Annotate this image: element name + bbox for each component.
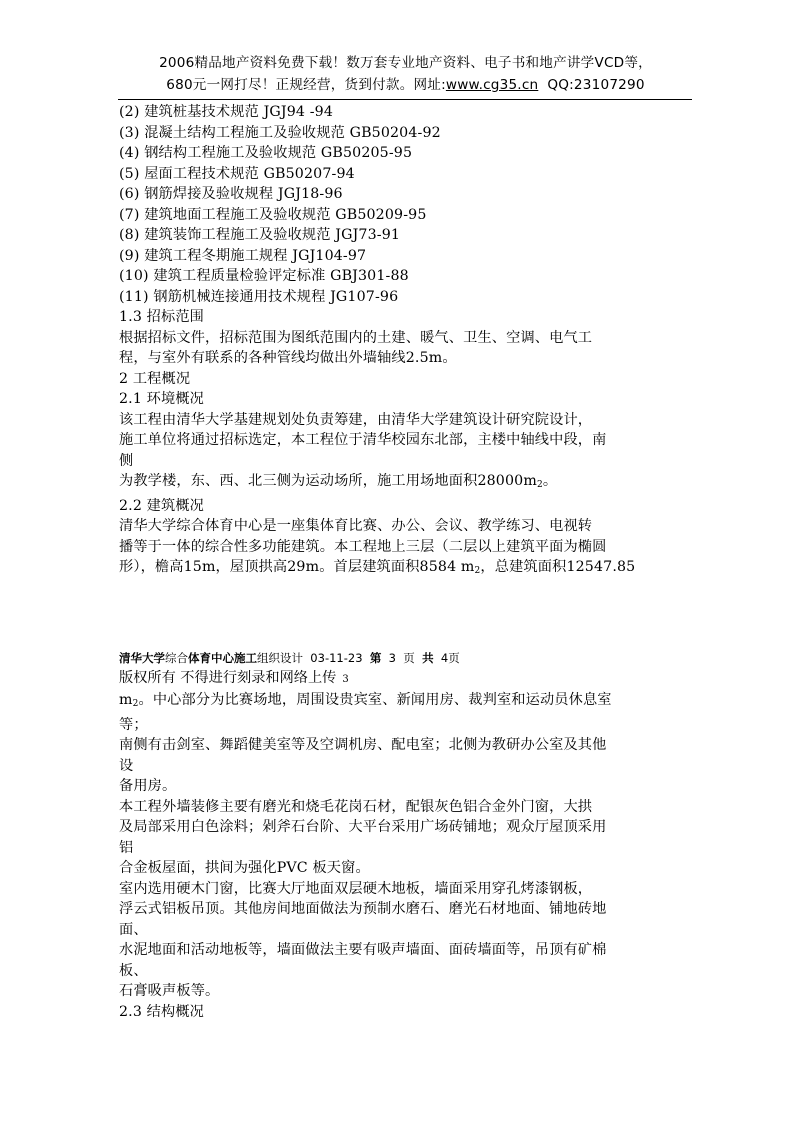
page-body-top	[119, 102, 679, 582]
m2-line-prefix: m	[119, 692, 133, 708]
height-line	[119, 557, 679, 582]
text-line: 根据招标文件，招标范围为图纸范围内的土建、暖气、卫生、空调、电气工	[119, 329, 593, 346]
text-line: 铝	[119, 839, 134, 856]
text-line: 板、	[119, 962, 148, 979]
page-footer	[119, 650, 460, 666]
text-line: 1.3 招标范围	[119, 309, 205, 325]
text-line: 及局部采用白色涂料；剁斧石台阶、大平台采用广场砖铺地；观众厅屋顶采用	[119, 819, 607, 835]
height-line-text: 形），檐高15m，屋顶拱高29m。首层建筑面积8584 m	[119, 559, 475, 575]
footer-part: 共	[422, 651, 434, 665]
text-line: (8) 建筑装饰工程施工及验收规范 JGJ73-91	[119, 227, 401, 243]
footer-part: 第	[369, 651, 382, 665]
footer-part: 组织设计 03-11-23	[257, 651, 370, 665]
section-2-lines	[119, 715, 679, 1023]
text-line: 浮云式铝板吊顶。其他房间地面做法为预制水磨石、磨光石材地面、铺地砖地	[119, 901, 607, 917]
m2-line-sub: 2	[132, 699, 139, 709]
height-line-suffix: ，总建筑面积12547.85	[480, 559, 636, 575]
text-line: (6) 钢筋焊接及验收规程 JGJ18-96	[119, 186, 343, 202]
text-line: 2.2 建筑概况	[119, 497, 205, 514]
text-line: 清华大学综合体育中心是一座集体育比赛、办公、会议、教学练习、电视转	[119, 518, 593, 534]
text-line: 设	[119, 757, 134, 774]
copyright-notice	[119, 668, 349, 690]
text-line: (11) 钢筋机械连接通用技术规程 JG107-96	[119, 288, 399, 305]
m2-line-text: 。中心部分为比赛场地，周围设贵宾室、新闻用房、裁判室和运动员休息室	[138, 692, 612, 708]
area-line-text: 为教学楼，东、西、北三侧为运动场所，施工用场地面积28000m	[119, 473, 537, 489]
footer-part: 综合	[165, 651, 188, 665]
text-line: 侧	[119, 452, 134, 469]
text-line: (10) 建筑工程质量检验评定标准 GBJ301-88	[119, 268, 409, 284]
text-line: (7) 建筑地面工程施工及验收规范 GB50209-95	[119, 206, 427, 223]
header-divider	[118, 99, 692, 100]
header-banner	[118, 52, 693, 96]
text-line: 施工单位将通过招标选定，本工程位于清华校园东北部，主楼中轴线中段，南	[119, 432, 607, 448]
copyright-page-number: 3	[342, 674, 349, 685]
text-line: 合金板屋面，拱间为强化PVC 板天窗。	[119, 860, 370, 876]
website-link[interactable]: www.cg35.cn	[445, 77, 539, 93]
area-line-sub: 2	[536, 480, 543, 490]
text-line: 2.3 结构概况	[119, 1003, 205, 1020]
text-line: 程，与室外有联系的各种管线均做出外墙轴线2.5m。	[119, 350, 457, 366]
text-line: 本工程外墙装修主要有磨光和烧毛花岗石材，配银灰色铝合金外门窗，大拱	[119, 798, 593, 815]
m2-line	[119, 690, 679, 715]
text-line: 面、	[119, 921, 148, 938]
text-line: 2.1 环境概况	[119, 391, 205, 407]
text-line: (3) 混凝土结构工程施工及验收规范 GB50204-92	[119, 124, 441, 141]
copyright-text: 版权所有 不得进行刻录和网络上传	[119, 670, 337, 686]
text-line: 石膏吸声板等。	[119, 983, 220, 999]
footer-part: 3 页	[381, 651, 423, 665]
text-line: 该工程由清华大学基建规划处负责筹建，由清华大学建筑设计研究院设计，	[119, 411, 593, 428]
text-line: 播等于一体的综合性多功能建筑。本工程地上三层（二层以上建筑平面为椭圆	[119, 538, 607, 555]
area-line	[119, 471, 679, 496]
banner-line-2-text: 680元一网打尽！正规经营，货到付款。网址:	[166, 77, 446, 93]
page-body-bottom	[119, 690, 679, 1022]
footer-part: 4页	[433, 651, 460, 665]
section-1b-lines	[119, 496, 679, 558]
banner-line-1: 2006精品地产资料免费下载！数万套专业地产资料、电子书和地产讲学VCD等，	[159, 55, 652, 71]
text-line: 水泥地面和活动地板等，墙面做法主要有吸声墙面、面砖墙面等，吊顶有矿棉	[119, 942, 607, 958]
text-line: 南侧有击剑室、舞蹈健美室等及空调机房、配电室；北侧为教研办公室及其他	[119, 737, 607, 753]
text-line: 等；	[119, 716, 148, 733]
text-line: (9) 建筑工程冬期施工规程 JGJ104-97	[119, 247, 367, 264]
text-line: 室内选用硬木门窗，比赛大厅地面双层硬木地板，墙面采用穿孔烤漆钢板，	[119, 880, 593, 897]
banner-line-2	[118, 74, 693, 96]
text-line: (5) 屋面工程技术规范 GB50207-94	[119, 165, 355, 182]
section-1-lines	[119, 102, 679, 471]
text-line: (2) 建筑桩基技术规范 JGJ94 -94	[119, 104, 334, 120]
footer-part: 清华大学	[119, 651, 165, 665]
qq-number: QQ:23107290	[538, 77, 645, 93]
area-line-suffix: 。	[542, 473, 558, 489]
height-line-sub: 2	[474, 566, 481, 576]
footer-part: 体育中心施工	[188, 651, 257, 665]
text-line: 2 工程概况	[119, 370, 191, 387]
text-line: 备用房。	[119, 778, 177, 794]
text-line: (4) 钢结构工程施工及验收规范 GB50205-95	[119, 145, 413, 161]
